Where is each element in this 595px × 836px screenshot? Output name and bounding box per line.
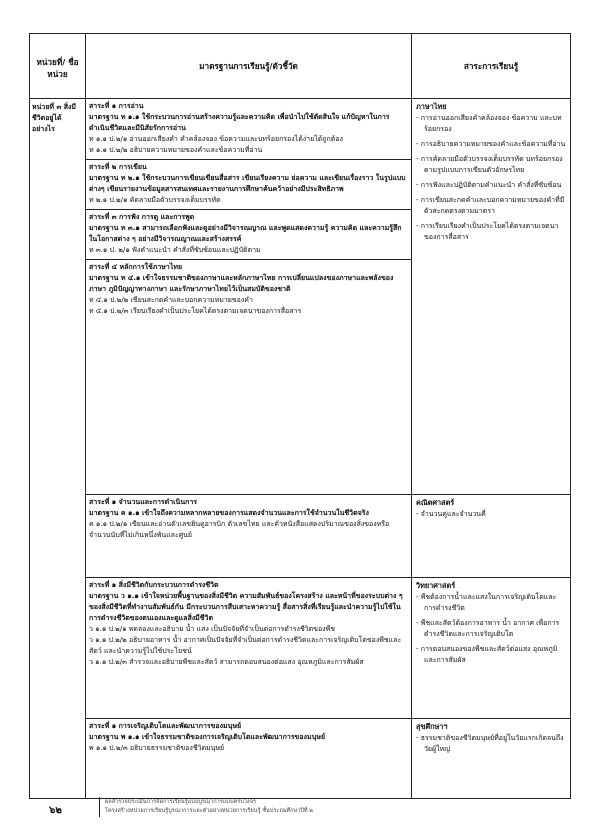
standard-text: มาตรฐาน ค ๑.๑ เข้าใจถึงความหลากหลายของการแสดงจำนวนและการใช้จำนวนในชีวิตจริง [89,509,369,517]
indicator-text: พ ๑.๑ ป.๒/๓ อธิบายธรรมชาติของชีวิตมนุษย์ [89,744,225,752]
subject-title: คณิตศาสตร์ [416,498,455,507]
strand-block [86,719,411,757]
content-cell [412,495,571,578]
indicator-text: ท ๔.๑ ป.๒/๓ เรียบเรียงคำเป็นประโยคได้ตรงตามเจตนาของการสื่อสาร [89,307,302,315]
content-item: - การเรียบเรียงคำเป็นประโยคได้ตรงตามเจตนาของการสื่อสาร [416,221,566,243]
strand-block [86,495,411,544]
strand-title: สาระที่ ๑ จำนวนและการดำเนินการ [89,498,198,506]
content-item: - การอธิบายความหมายของคำและข้อความที่อ่าน [416,139,566,150]
indicator-text: ท ๑.๑ ป.๒/๑ อ่านออกเสียงคำ คำคล้องจอง ข้อความและบทร้อยกรองได้ง่ายได้ถูกต้อง [89,135,343,143]
indicator-text: ท ๑.๑ ป.๒/๒ อธิบายความหมายของคำและข้อความที่อ่าน [89,146,263,154]
indicator-text: ว ๑.๑ ป.๒/๑ ทดลองและอธิบาย น้ำ แสง เป็นปัจจัยที่จำเป็นต่อการดำรงชีวิตของพืช [89,625,335,633]
header-standards: มาตรฐานการเรียนรู้/ตัวชี้วัด [86,34,412,99]
curriculum-table [29,33,571,799]
content-cell [412,719,571,799]
indicator-text: ค ๑.๑ ป.๒/๑ เขียนและอ่านตัวเลขฮินดูอารบิก ตัวเลขไทย และตัวหนังสือแสดงปริมาณของสิ่งของหรือจำนวนนับที่ไม่เกินหนึ่งพันและศูนย์ [89,520,390,539]
strand-block [86,159,411,209]
content-item: - พืชต้องการน้ำและแสงในการเจริญเติบโตและการดำรงชีวิต [416,592,566,614]
content-cell [412,578,571,719]
standard-text: มาตรฐาน พ ๑.๑ เข้าใจธรรมชาติของการเจริญเติบโตและพัฒนาการของมนุษย์ [89,733,326,741]
header-row [30,34,571,99]
content-item: - การคัดลายมือตัวบรรจงเต็มบรรทัด บทร้อยกรอง ตามรูปแบบการเขียนตัวอักษรไทย [416,154,566,176]
unit-name: หน่วยที่ ๓ สิ่งมีชีวิตอยู่ได้อย่างไร [30,99,86,799]
standard-text: มาตรฐาน ท ๓.๑ สามารถเลือกฟังและดูอย่างมีวิจารณญาณ และพูดแสดงความรู้ ความคิด และความรู้สึกในโอกาสต่าง ๆ อย่างมีวิจารณญาณและสร้างสรรค์ [89,224,402,243]
content-item: - พืชและสัตว์ต้องการอาหาร น้ำ อากาศ เพื่อการดำรงชีวิตและการเจริญเติบโต [416,618,566,640]
content-item: - การตอบสนองของพืชและสัตว์ต่อแสง อุณหภูมิและการสัมผัส [416,644,566,666]
content-item: - การอ่านออกเสียงคำคล้องจอง ข้อความ และบทร้อยกรอง [416,113,566,135]
indicator-text: ว ๑.๑ ป.๒/๓ สำรวจและอธิบายพืชและสัตว์ สามารถตอบสนองต่อแสง อุณหภูมิและการสัมผัส [89,658,364,666]
content-item: - การฟังและปฏิบัติตามคำแนะนำ คำสั่งที่ซับซ้อน [416,180,566,191]
footer-divider [99,797,100,817]
content-item: - ธรรมชาติของชีวิตมนุษย์ที่อยู่ในวัยแรกเกิดจนถึงวัยผู้ใหญ่ [416,733,566,755]
indicator-text: ท ๒.๑ ป.๒/๑ คัดลายมือตัวบรรจงเต็มบรรทัด [89,196,221,204]
standard-text: มาตรฐาน ท ๑.๑ ใช้กระบวนการอ่านสร้างความรู้และความคิด เพื่อนำไปใช้ตัดสินใจ แก้ปัญหาในการดำเนินชีวิตและมีนิสัยรักการอ่าน [89,113,390,132]
strand-block [86,259,411,320]
standards-cell [86,99,412,495]
table-row [30,99,571,495]
page-footer [29,795,570,825]
strand-title: สาระที่ ๒ การเขียน [89,163,147,171]
indicator-text: ว ๑.๑ ป.๒/๒ อธิบายอาหาร น้ำ อากาศเป็นปัจจัยที่จำเป็นต่อการดำรงชีวิตและการเจริญเติบโตของพืชและสัตว์ และนำความรู้ไปใช้ประโยชน์ [89,636,402,655]
strand-title: สาระที่ ๑ การเจริญเติบโตและพัฒนาการของมนุษย์ [89,722,242,730]
table-row [30,719,571,799]
content-item: - จำนวนคู่และจำนวนคี่ [416,509,566,520]
subject-title: สุขศึกษาฯ [416,722,448,731]
subject-title: ภาษาไทย [416,102,447,111]
standard-text: มาตรฐาน ท ๔.๑ เข้าใจธรรมชาติของภาษาและหลักภาษาไทย การเปลี่ยนแปลงของภาษาและพลังของภาษา ภูมิปัญญาทางภาษา และรักษาภาษาไทยไว้เป็นสมบัติของชาติ [89,274,394,293]
standards-cell [86,578,412,719]
header-content: สาระการเรียนรู้ [412,34,571,99]
standard-text: มาตรฐาน ท ๒.๑ ใช้กระบวนการเขียนเขียนสื่อสาร เขียนเรียงความ ย่อความ และเขียนเรื่องราว ในรูปแบบต่างๆ เขียนรายงานข้อมูลสารสนเทศและรายงานการศึกษาค้นคว้าอย่างมีประสิทธิภาพ [89,174,406,193]
strand-title: สาระที่ ๑ สิ่งมีชีวิตกับกระบวนการดำรงชีวิต [89,581,219,589]
standard-text: มาตรฐาน ว ๑.๑ เข้าใจหน่วยพื้นฐานของสิ่งมีชีวิต ความสัมพันธ์ของโครงสร้าง และหน้าที่ของระบบต่าง ๆ ของสิ่งมีชีวิตที่ทำงานสัมพันธ์กัน มีกระบวนการสืบเสาะหาความรู้ สื่อสารสิ่งที่เรียนรู้และนำความรู้ไปใช้ในการดำรงชีวิตของตนเองและดูแลสิ่งมีชีวิต [89,592,403,622]
content-item: - การเขียนสะกดคำและบอกความหมายของคำที่มีตัวสะกดตรงตามมาตรา [416,195,566,217]
strand-block [86,209,411,259]
footer-line-1: ผลสำรวจประเมินการจัดการเรียนรู้แบบบูรณาการแบบครบวงจร [105,799,256,805]
standards-cell [86,495,412,578]
strand-title: สาระที่ ๑ การอ่าน [89,102,144,110]
indicator-text: ท ๔.๑ ป.๒/๒ เขียนสะกดคำและบอกความหมายของคำ [89,296,253,304]
strand-title: สาระที่ ๔ หลักการใช้ภาษาไทย [89,263,183,271]
table-body [30,99,571,799]
page-number: ๖๒ [49,805,62,816]
header-unit: หน่วยที่/ ชื่อหน่วย [30,34,86,99]
strand-block [86,99,411,159]
strand-block [86,578,411,671]
table-row [30,495,571,578]
content-cell [412,99,571,495]
strand-title: สาระที่ ๓ การฟัง การดู และการพูด [89,213,195,221]
subject-title: วิทยาศาสตร์ [416,581,456,590]
footer-line-2: โครงสร้างหน่วยการเรียนรู้บูรณาการและตัวอย่างหน่วยการเรียนรู้ ชั้นประถมศึกษาปีที่ ๒ [105,808,313,814]
table-row [30,578,571,719]
standards-cell [86,719,412,799]
indicator-text: ท ๓.๑ ป. ๒/๑ ฟังคำแนะนำ คำสั่งที่ซับซ้อนและปฏิบัติตาม [89,246,261,254]
